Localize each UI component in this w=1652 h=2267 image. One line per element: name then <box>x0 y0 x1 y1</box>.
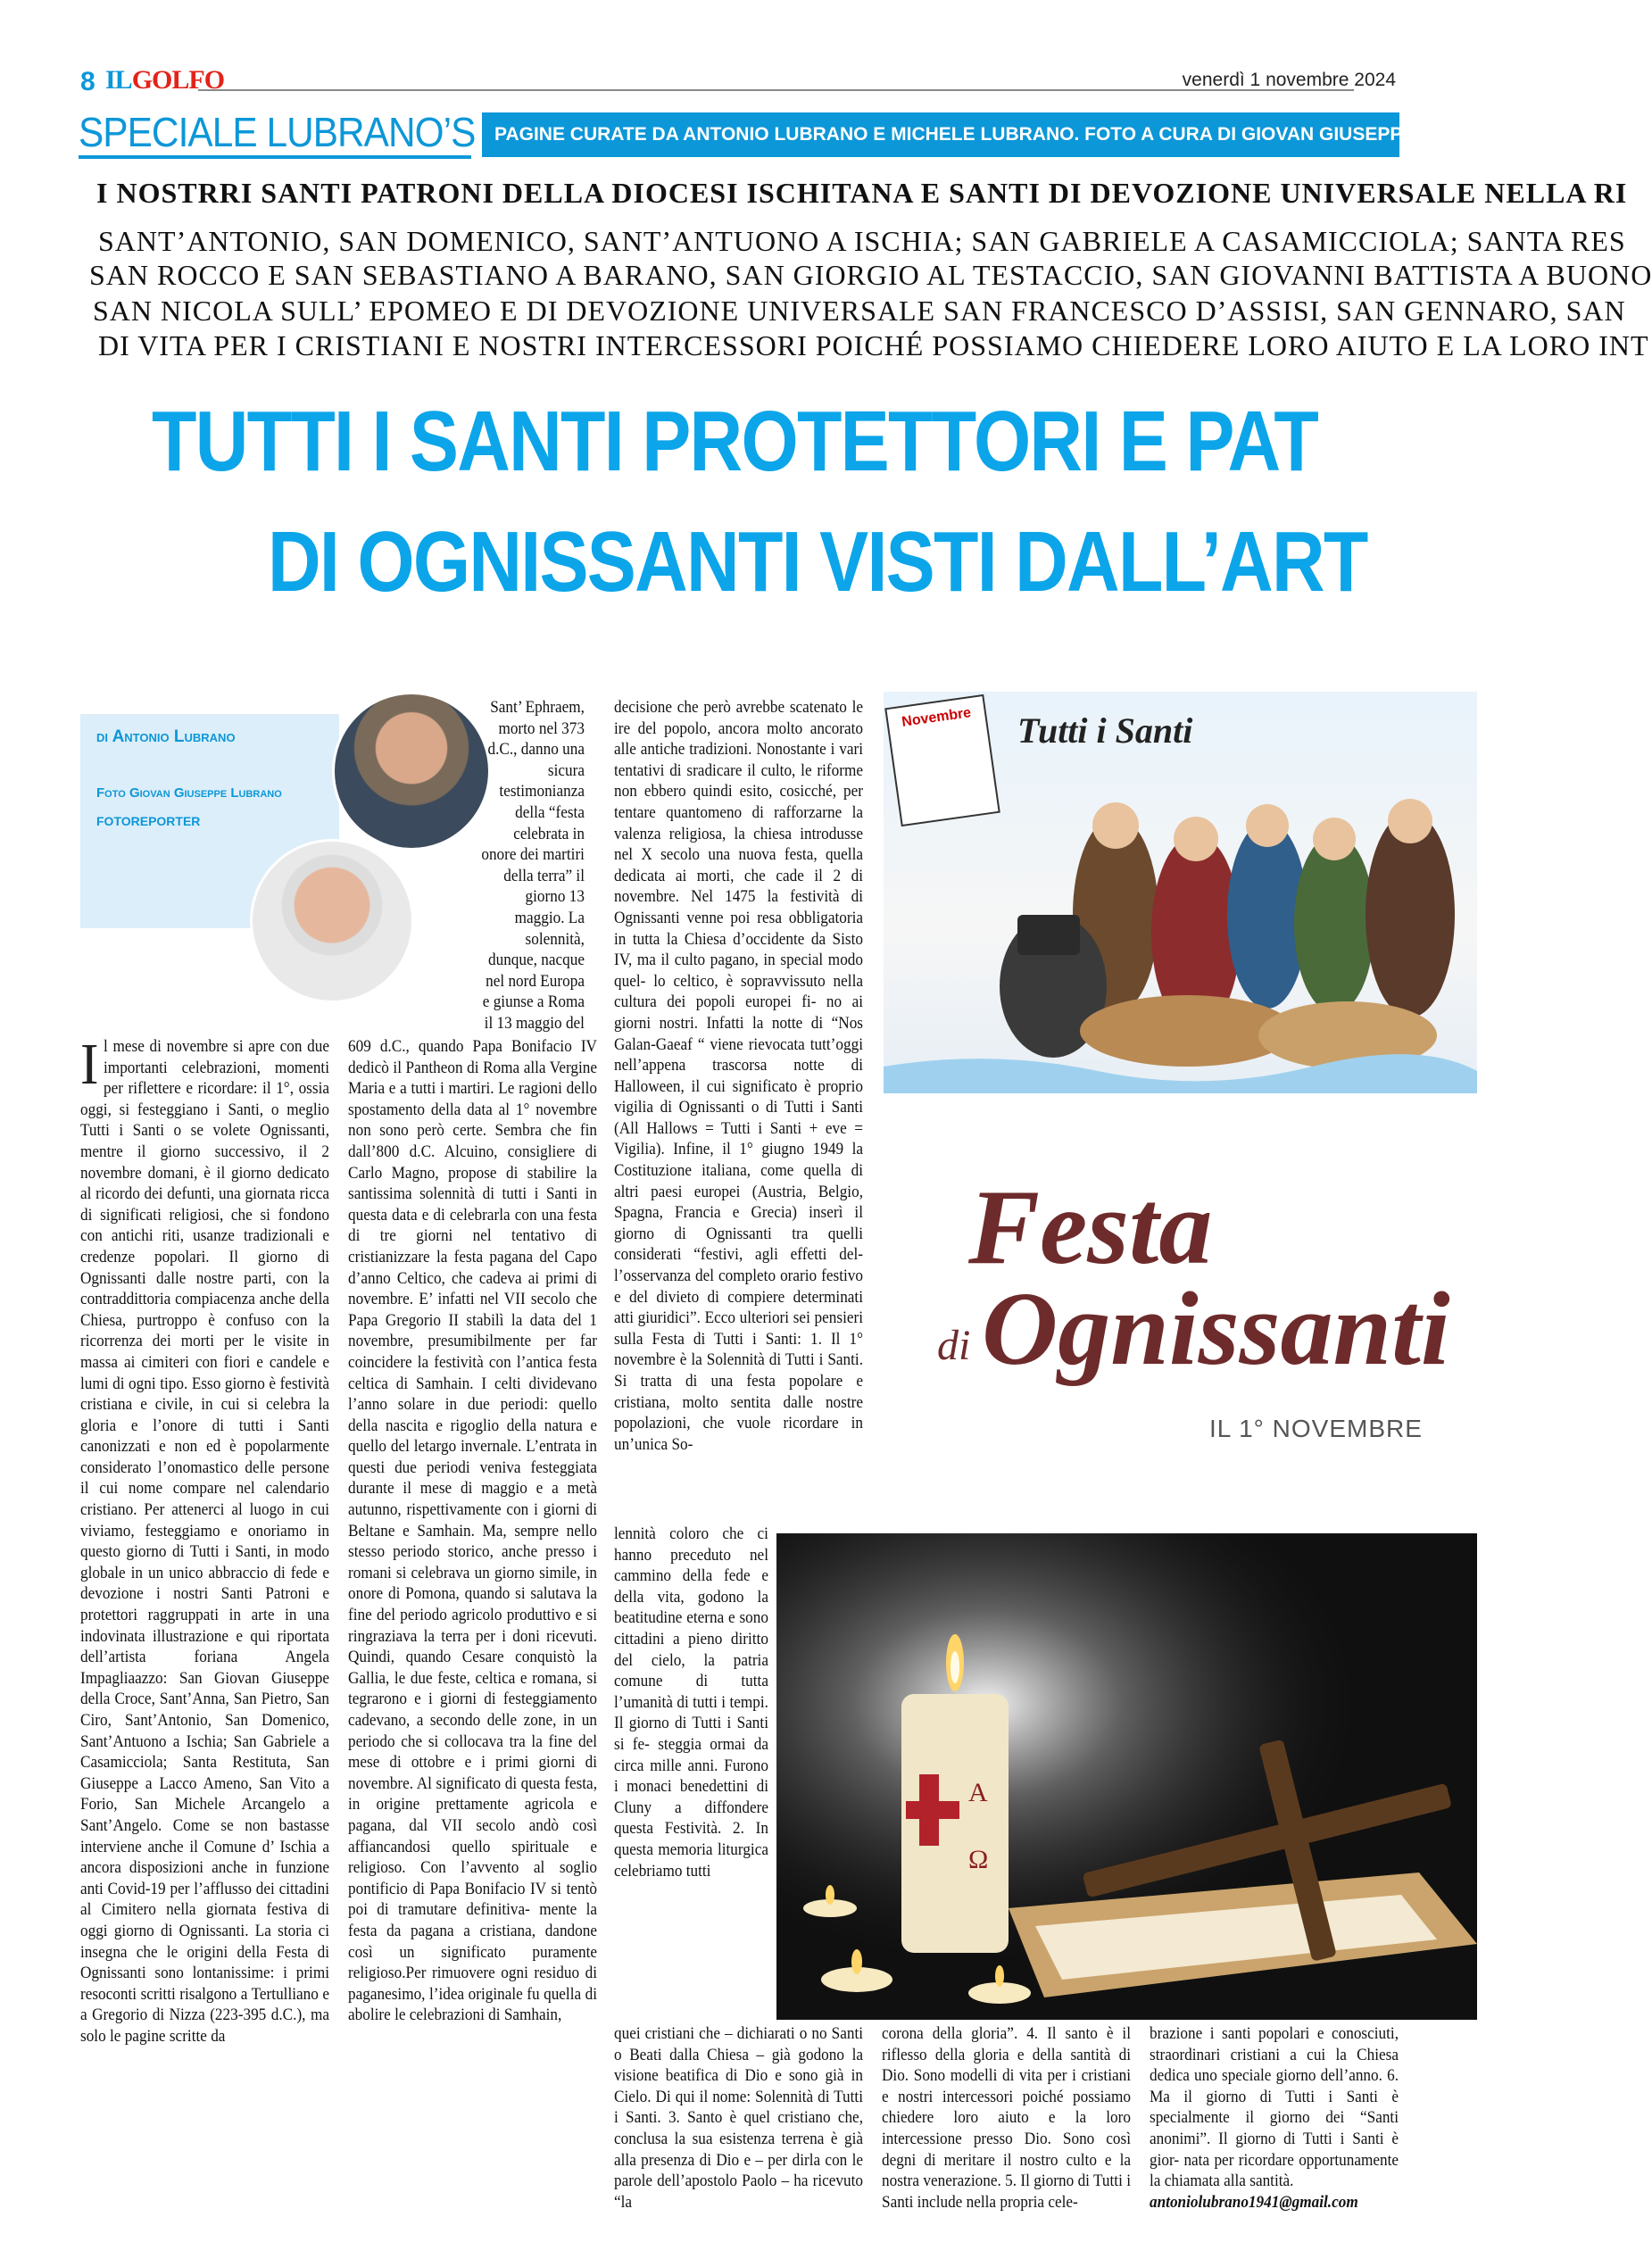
candle-cross-drawing <box>776 1533 1477 2020</box>
saints-group-drawing <box>884 692 1477 1093</box>
festa-word: Festa <box>968 1167 1213 1286</box>
byline-author: di Antonio Lubrano <box>96 727 236 746</box>
issue-date: venerdì 1 novembre 2024 <box>1182 70 1396 90</box>
intro-line-2: SANT’ANTONIO, SAN DOMENICO, SANT’ANTUONO A ISCHIA; SAN GABRIELE A CASAMICCIOLA; SANTA RES <box>98 225 1626 257</box>
byline-photo-credit: Foto Giovan Giuseppe Lubrano <box>96 785 282 801</box>
candle-cross-photo <box>776 1533 1477 2020</box>
illustration-title: Tutti i Santi <box>1017 710 1193 751</box>
column-4-text: corona della gloria”. 4. Il santo è il riflesso della gloria e della santità di Dio. Sono modelli di vita per i cristiani e nostri intercessori poiché possiamo chiedere loro aiuto e la loro intercessione presso Dio. Sono così degni di meritare il nostro culto e la nostra venerazione. 5. Il giorno di Tutti i Santi include nella propria cele- <box>882 2025 1131 2212</box>
section-banner: PAGINE CURATE DA ANTONIO LUBRANO E MICHELE LUBRANO. FOTO A CURA DI GIOVAN GIUSEPPE LUBRANO <box>482 112 1399 157</box>
column-5-text: brazione i santi popolari e conosciuti, straordinari cristiani a cui la Chiesa dedica uno speciale giorno dell’anno. 6. Ma il giorno di Tutti i Santi è specialmente il giorno dei “Santi anonimi”. Il giorno di Tutti i Santi è gior- nata per ricordare opportunamente la chiamata alla santità. <box>1150 2025 1399 2191</box>
article-column-3-bottom <box>614 2024 863 2213</box>
article-column-3 <box>614 698 863 1456</box>
headline-line-2: DI OGNISSANTI VISTI DALL’ART <box>268 514 1367 610</box>
author-photo <box>332 692 491 851</box>
column-2-text: 609 d.C., quando Papa Bonifacio IV dedicò il Pantheon di Roma alla Vergine Maria e a tutti i martiri. Le ragioni dello spostamento della data al 1° novembre non sono però certe. Sembra che fin dall’800 d.C. Alcuino, consigliere di Carlo Magno, propose di stabilire la santissima solennità di tutti i Santi in questa data e di celebrarla con una festa di tre giorni nel tentativo di cristianizzare la festa pagana del Capo d’anno Celtico, che cadeva ai primi di novembre. E’ infatti nel VII secolo che Papa Gregorio II stabilì la data del 1 novembre, presumibilmente per far coincidere la festività con l’antica festa celtica di Samhain. I celti dividevano l’anno solare in due periodi: quello della nascita e rigoglio della natura e quello del letargo invernale. L’entrata in questi due periodi veniva festeggiata durante il mese di maggio e a metà autunno, rispettivamente con i giorni di Beltane e Samhain. Ma, sempre nello stesso periodo storico, anche presso i romani si celebrava un giorno simile, in onore di Pomona, quando si salutava la fine del periodo agricolo produttivo e si ringraziava la terra per i doni ricevuti. Quindi, quando Cesare conquistò la Gallia, le due feste, celtica e romana, si tegrarono e i giorni di festeggiamento cadevano, a secondo delle zone, in un periodo che si collocava tra la fine del mese di ottobre e i primi giorni di novembre. Al significato di questa festa, in origine prettamente agricola e pagana, dal VII secolo andò così affiancandosi quello spirituale e religioso. Con l’avvento al soglio pontificio di Papa Bonifacio IV si tentò poi di tramutare definitiva- mente la festa da pagana a cristiana, dandone così un significato puramente religioso.Per rimuovere ogni residuo di paganesimo, l’idea originale fu quella di abolire le celebrazioni di Samhain, <box>348 1038 597 2025</box>
column-2-top-text: Sant’ Ephraem, morto nel 373 d.C., danno una sicura testimonianza della “festa celebrata in onore dei martiri della terra” il giorno 13 maggio. La solennità, dunque, nacque nel nord Europa e giunse a Roma il 13 maggio del <box>481 699 585 1033</box>
intro-line-5: DI VITA PER I CRISTIANI E NOSTRI INTERCESSORI POICHÉ POSSIAMO CHIEDERE LORO AIUTO E LA LORO INT <box>98 329 1649 361</box>
photographer-photo <box>250 839 414 1003</box>
column-1-text: l mese di novembre si apre con due importanti celebrazioni, momenti per riflettere e ricordare: il 1°, ossia oggi, si festeggiano i Santi, o meglio Tutti i Santi o se volete Ognissanti, mentre il giorno successivo, il 2 novembre domani, è il giorno dedicato al ricordo dei defunti, una giornata ricca di significati religiosi, che si fondono con antichi riti, usanze tradizionali e credenze popolari. Il giorno di Ognissanti dalle nostre parti, con la contraddittoria compiacenza anche della Chiesa, purtroppo è confuso con la ricorrenza dei morti per le visite in massa ai cimiteri con fiori e candele e lumi di ogni tipo. Esso giorno è festività cristiana e civile, in cui si celebra la gloria e l’onore di tutti i Santi canonizzati e non ed è popolarmente considerato l’onomastico delle persone il cui nome compare nel calendario cristiano. Per attenerci al luogo in cui viviamo, festeggiamo e onoriamo in questo giorno di Tutti i Santi, in modo globale in un unico abbraccio di fede e devozione i nostri Santi Patroni e protettori raggruppati in arte in una indovinata illustrazione e qui riportata dell’artista foriana Angela Impagliaazzo: San Giovan Giuseppe della Croce, Sant’Anna, San Pietro, San Ciro, Sant’Antonio, San Domenico, Sant’Antuono a Ischia; San Gabriele a Casamicciola; Santa Restituta, San Giuseppe a Lacco Ameno, San Vito a Forio, San Michele Arcangelo a Sant’Angelo. Come se non bastasse interviene anche il Comune d’ Ischia a ancora disposizioni anche in funzione anti Covid-19 per l’afflusso dei cittadini al Cimitero nella giornata festiva di oggi giorno di Ognissanti. La storia ci insegna che le origini della Festa di Ognissanti sono lontanissime: i primi resoconti scritti risalgono a Tertulliano e a Gregorio di Nizza (223-395 d.C.), ma solo le pagine scritte da <box>80 1038 329 2046</box>
logo-golfo: GOLFO <box>131 65 225 95</box>
column-3b-text: lennità coloro che ci hanno preceduto nel cammino della fede e della vita, godono la beatitudine eterna e sono cittadini a pieno diritto del cielo, la patria comune di tutta l’umanità di tutti i tempi. Il giorno di Tutti i Santi si fe- steggia ormai da circa mille anni. Furono i monaci benedettini di Cluny a diffondere questa Festività. 2. In questa memoria liturgica celebriamo tutti <box>614 1525 768 1881</box>
article-column-1 <box>80 1032 329 2048</box>
di-word: di <box>937 1322 971 1369</box>
festa-ognissanti-graphic <box>884 1098 1477 1557</box>
calendar-month: Novembre <box>901 705 973 730</box>
section-title: SPECIALE LUBRANO’S <box>79 109 476 155</box>
author-email: antoniolubrano1941@gmail.com <box>1150 2193 1358 2212</box>
drop-cap: I <box>80 1032 99 1097</box>
article-column-2 <box>348 1037 597 2027</box>
byline-role: FOTOREPORTER <box>96 814 201 828</box>
article-column-2-top <box>477 698 585 1035</box>
ognissanti-word: Ognissanti <box>982 1270 1450 1387</box>
article-column-3-continued <box>614 1524 768 1882</box>
page-number: 8 <box>80 67 95 96</box>
logo-il: IL <box>105 65 132 95</box>
column-3c-text: quei cristiani che – dichiarati o no Santi o Beati dalla Chiesa – già godono la visione beatifica di Dio e sono già in Cielo. Di qui il nome: Solennità di Tutti i Santi. 3. Santo è quel cristiano che, conclusa la sua esistenza terrena è già alla presenza di Dio e – per dirla con le parole dell’apostolo Paolo – ha ricevuto “la <box>614 2025 863 2212</box>
headline-line-1: TUTTI I SANTI PROTETTORI E PAT <box>152 394 1318 489</box>
article-column-5 <box>1150 2024 1399 2213</box>
article-column-4 <box>882 2024 1131 2213</box>
section-rule <box>79 155 471 159</box>
intro-line-1: I NOSTRRI SANTI PATRONI DELLA DIOCESI ISCHITANA E SANTI DI DEVOZIONE UNIVERSALE NELLA RI <box>96 177 1628 209</box>
column-3-text: decisione che però avrebbe scatenato le ire del popolo, ancora molto ancorato alle antiche tradizioni. Nonostante i vari tentativi di sradicare il culto, le riforme non ebbero quindi esito, cosicché, per tentare quantomeno di rafforzarne la valenza religiosa, la chiesa introdusse nel X secolo una nuova festa, quella dedicata ai morti, che cade il 2 di novembre. Nel 1475 la festività di Ognissanti venne poi resa obbligatoria in tutta la Chiesa d’occidente da Sisto IV, ma il culto pagano, in special modo quel- lo celtico, è sopravvissuto nella cultura dei popoli europei fi- no ai giorni nostri. Infatti la notte di “Nos Galan-Gaeaf “ viene rievocata tutt’oggi nell’appena trascorsa notte di Halloween, il cui significato è proprio vigilia di Ognissanti o di Tutti i Santi (All Hallows = Tutti i Santi + eve = Vigilia). Infine, il 1° giugno 1949 la Costituzione italiana, come quella di altri paesi europei (Austria, Belgio, Spagna, Francia e Grecia) inserì il giorno di Ognissanti tra quelli considerati “festivi, agli effetti del- l’osservanza del completo orario festivo e del divieto di compiere determinati atti giuridici”. Ecco ulteriori sei pensieri sulla Festa di Tutti i Santi: 1. Il 1° novembre è la Solennità di Tutti i Santi. Si tratta di una festa popolare e cristiana, molto sentita dalle nostre popolazioni, che vuole ricordare in un’unica So- <box>614 699 863 1454</box>
svg-text:Ω: Ω <box>968 1845 989 1874</box>
intro-line-3: SAN ROCCO E SAN SEBASTIANO A BARANO, SAN GIORGIO AL TESTACCIO, SAN GIOVANNI BATTISTA A BUONO <box>89 259 1652 291</box>
saints-illustration <box>884 692 1477 1093</box>
svg-text:A: A <box>968 1778 988 1807</box>
intro-line-4: SAN NICOLA SULL’ EPOMEO E DI DEVOZIONE UNIVERSALE SAN FRANCESCO D’ASSISI, SAN GENNARO, SAN <box>93 295 1626 327</box>
festa-date: IL 1° NOVEMBRE <box>1209 1415 1423 1442</box>
header-rule <box>198 89 1354 91</box>
